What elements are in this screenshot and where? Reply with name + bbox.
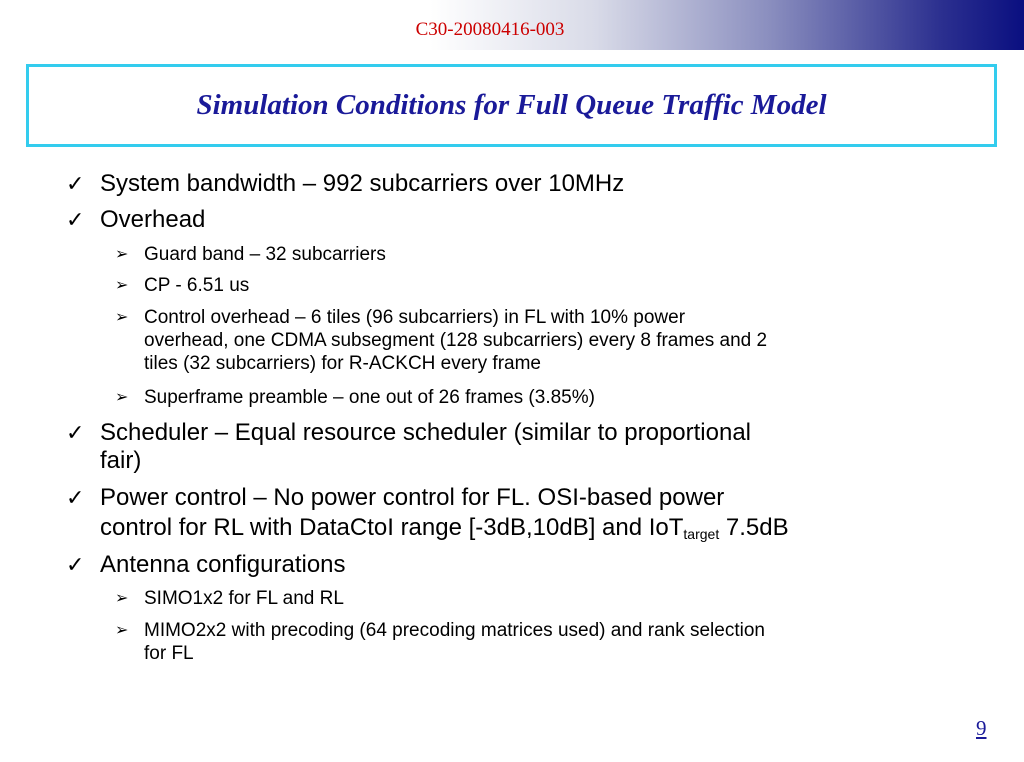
sub-bullet-control-overhead-line3: tiles (32 subcarriers) for R-ACKCH every frame xyxy=(144,353,541,374)
check-icon: ✓ xyxy=(66,485,85,510)
arrow-bullet-icon: ➢ xyxy=(115,277,129,294)
sub-bullet-control-overhead-line1: Control overhead – 6 tiles (96 subcarriers) in FL with 10% power xyxy=(144,307,686,328)
check-icon: ✓ xyxy=(66,207,85,232)
arrow-bullet-icon: ➢ xyxy=(115,590,129,607)
sub-bullet-guard-band: Guard band – 32 subcarriers xyxy=(144,244,386,265)
bullet-scheduler-line2: fair) xyxy=(100,447,142,474)
check-icon: ✓ xyxy=(66,552,85,577)
bullet-system-bandwidth: System bandwidth – 992 subcarriers over 10MHz xyxy=(100,170,625,197)
iot-target-subscript: target xyxy=(683,526,720,542)
check-icon: ✓ xyxy=(66,171,85,196)
title-box xyxy=(26,64,997,147)
power-control-text: control for RL with DataCtoI range [-3dB,10dB] and IoT xyxy=(100,514,684,541)
sub-bullet-control-overhead-line2: overhead, one CDMA subsegment (128 subcarriers) every 8 frames and 2 xyxy=(144,330,768,351)
sub-bullet-mimo-line2: for FL xyxy=(144,643,194,664)
arrow-bullet-icon: ➢ xyxy=(115,246,129,263)
bullet-scheduler-line1: Scheduler – Equal resource scheduler (similar to proportional xyxy=(100,419,751,446)
bullet-power-control-line1: Power control – No power control for FL. OSI-based power xyxy=(100,484,725,511)
sub-bullet-simo: SIMO1x2 for FL and RL xyxy=(144,588,344,609)
iot-target-value: 7.5dB xyxy=(719,514,789,541)
arrow-bullet-icon: ➢ xyxy=(115,309,129,326)
document-id: C30-20080416-003 xyxy=(415,19,565,40)
arrow-bullet-icon: ➢ xyxy=(115,389,129,406)
bullet-overhead: Overhead xyxy=(100,206,206,233)
bullet-power-control-line2 xyxy=(100,514,980,541)
sub-bullet-cp: CP - 6.51 us xyxy=(144,275,250,296)
page-number[interactable]: 9 xyxy=(976,716,987,740)
check-icon: ✓ xyxy=(66,420,85,445)
arrow-bullet-icon: ➢ xyxy=(115,622,129,639)
slide-title: Simulation Conditions for Full Queue Traffic Model xyxy=(196,89,827,121)
sub-bullet-superframe-preamble: Superframe preamble – one out of 26 frames (3.85%) xyxy=(144,387,595,408)
bullet-antenna-configurations: Antenna configurations xyxy=(100,551,346,578)
sub-bullet-mimo-line1: MIMO2x2 with precoding (64 precoding matrices used) and rank selection xyxy=(144,620,765,641)
